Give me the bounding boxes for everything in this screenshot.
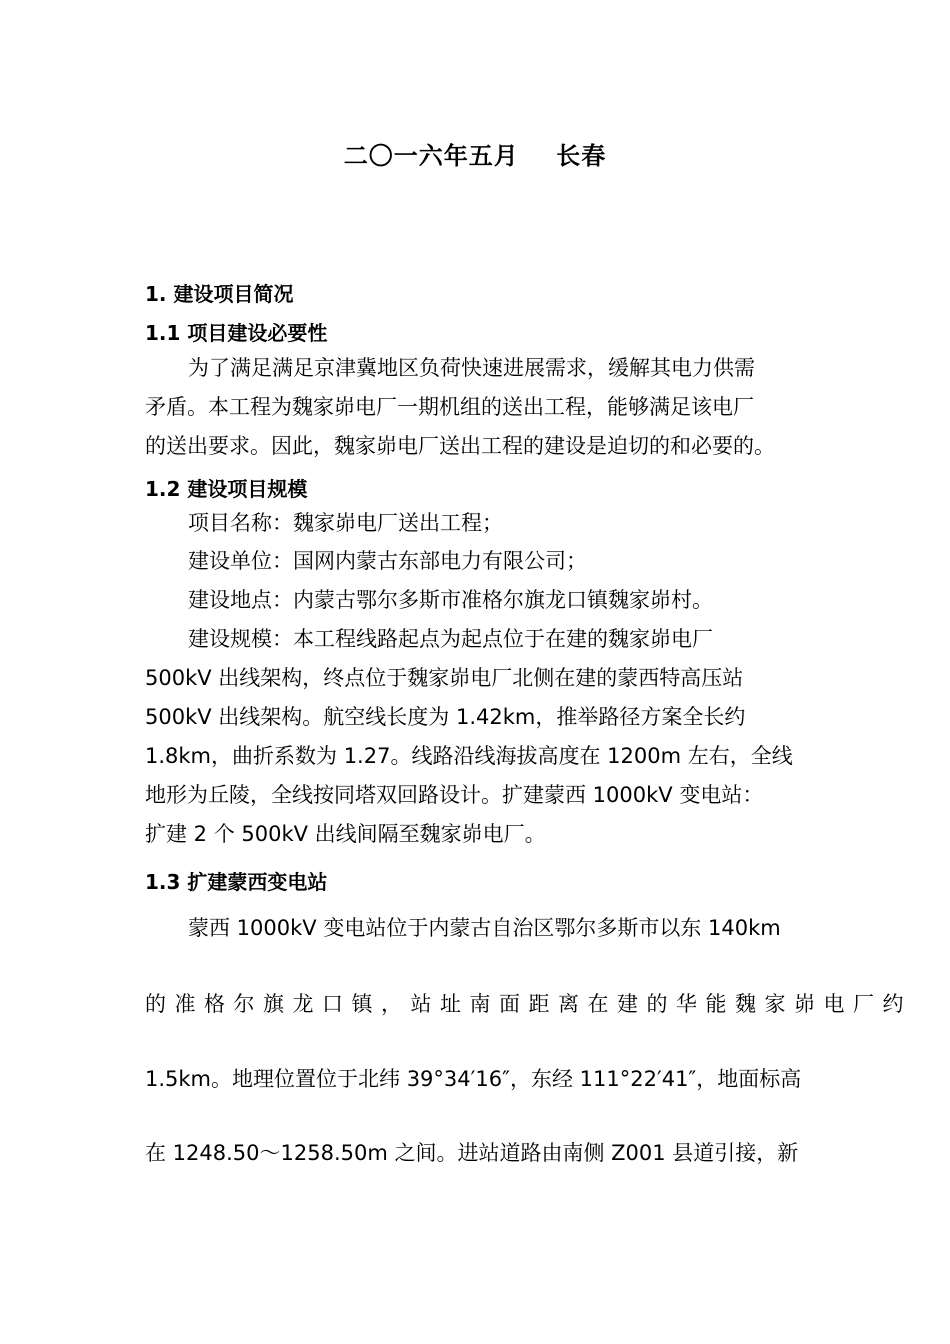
section-1-heading: 1. 建设项目简况 [145, 282, 294, 306]
paragraph-line: 矛盾。本工程为魏家峁电厂一期机组的送出工程，能够满足该电厂 [145, 395, 754, 419]
cover-date-location: 二〇一六年五月 长春 [343, 142, 607, 170]
paragraph-line: 蒙西 1000kV 变电站位于内蒙古自治区鄂尔多斯市以东 140km [188, 916, 781, 940]
paragraph-line: 建设规模：本工程线路起点为起点位于在建的魏家峁电厂 [188, 627, 713, 651]
project-name-line: 项目名称：魏家峁电厂送出工程； [188, 511, 503, 535]
paragraph-line: 的送出要求。因此，魏家峁电厂送出工程的建设是迫切的和必要的。 [145, 434, 775, 458]
paragraph-line: 500kV 出线架构，终点位于魏家峁电厂北侧在建的蒙西特高压站 [145, 666, 744, 690]
paragraph-line: 的准格尔旗龙口镇，站址南面距离在建的华能魏家峁电厂约 [145, 992, 912, 1016]
section-1-2-heading: 1.2 建设项目规模 [145, 477, 308, 501]
construction-location-line: 建设地点：内蒙古鄂尔多斯市准格尔旗龙口镇魏家峁村。 [188, 588, 713, 612]
paragraph-line: 扩建 2 个 500kV 出线间隔至魏家峁电厂。 [145, 822, 546, 846]
section-1-1-heading: 1.1 项目建设必要性 [145, 321, 328, 345]
section-1-3-heading: 1.3 扩建蒙西变电站 [145, 870, 328, 894]
paragraph-line: 地形为丘陵，全线按同塔双回路设计。扩建蒙西 1000kV 变电站： [145, 783, 764, 807]
paragraph-line: 1.5km。地理位置位于北纬 39°34′16″，东经 111°22′41″，地面标高 [145, 1067, 802, 1091]
paragraph-line: 为了满足满足京津冀地区负荷快速进展需求，缓解其电力供需 [188, 356, 755, 380]
paragraph-line: 1.8km，曲折系数为 1.27。线路沿线海拔高度在 1200m 左右，全线 [145, 744, 793, 768]
construction-unit-line: 建设单位：国网内蒙古东部电力有限公司； [188, 549, 587, 573]
paragraph-line: 在 1248.50～1258.50m 之间。进站道路由南侧 Z001 县道引接，新 [145, 1141, 799, 1165]
paragraph-line: 500kV 出线架构。航空线长度为 1.42km，推举路径方案全长约 [145, 705, 746, 729]
